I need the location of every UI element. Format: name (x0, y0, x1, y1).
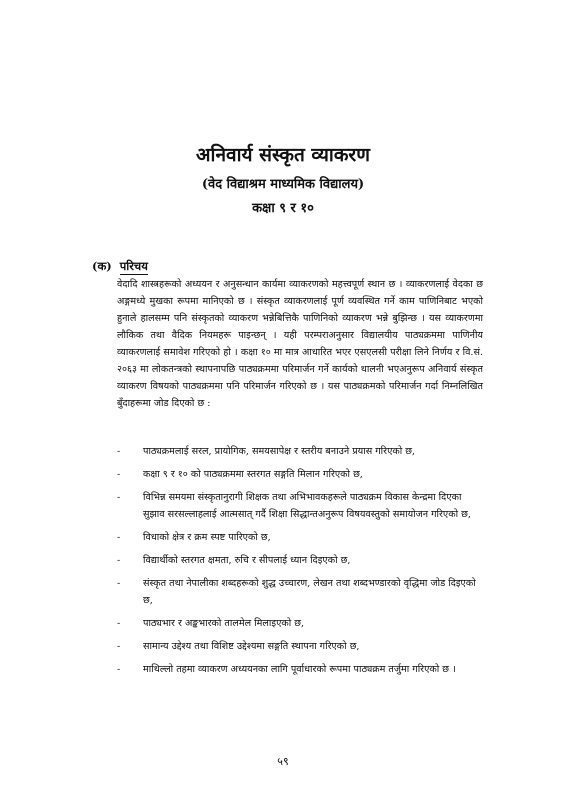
grade-label: कक्षा ९ र १० (252, 201, 314, 216)
bullet-dash: - (117, 492, 121, 503)
bullet-dash: - (117, 555, 121, 566)
list-item (117, 615, 483, 632)
list-item-text: संस्कृत तथा नेपालीका शब्दहरूको शुद्ध उच्चारण, लेखन तथा शब्दभण्डारको वृद्धिमा जोड दिइएको छ, (143, 578, 476, 606)
list-item (117, 575, 483, 609)
section-marker: (क) (92, 259, 112, 273)
bullet-dash: - (117, 532, 121, 543)
bullet-dash: - (117, 578, 121, 589)
document-title: अनिवार्य संस्कृत व्याकरण (196, 144, 370, 166)
list-item-text: पाठ्यभार र अङ्कभारको तालमेल मिलाइएको छ, (143, 618, 305, 629)
bullet-dash: - (117, 641, 121, 652)
bullet-dash: - (117, 618, 121, 629)
list-item (117, 552, 483, 569)
section-heading-text: परिचय (119, 259, 148, 273)
bullet-list (117, 443, 483, 684)
list-item (117, 443, 483, 460)
bullet-dash: - (117, 664, 121, 675)
list-item-text: विधाको क्षेत्र र क्रम स्पष्ट पारिएको छ, (143, 532, 271, 543)
page-number: ५९ (277, 755, 289, 768)
list-item (117, 661, 483, 678)
list-item-text: सामान्य उद्देश्य तथा विशिष्ट उद्देश्यमा सङ्गति स्थापना गरिएको छ, (143, 641, 360, 652)
intro-paragraph-block (117, 276, 483, 412)
list-item-text: विभिन्न समयमा संस्कृतानुरागी शिक्षक तथा अभिभावकहरूले पाठ्यक्रम विकास केन्द्रमा दिएका सुझाव सरसल्लाहलाई आत्मसात् गर्दै शिक्षा सिद्धान्तअनुरूप विषयवस्तुको समायोजन गरिएको छ, (143, 492, 471, 520)
document-subtitle: (वेद विद्याश्रम माध्यमिक विद्यालय) (201, 177, 365, 192)
section-heading (92, 258, 148, 275)
list-item (117, 529, 483, 546)
list-item-text: विद्यार्थीको स्तरगत क्षमता, रुचि र सीपलाई ध्यान दिइएको छ, (143, 555, 351, 566)
list-item (117, 466, 483, 483)
list-item-text: कक्षा ९ र १० को पाठ्यक्रममा स्तरगत सङ्गति मिलान गरिएको छ, (143, 469, 363, 480)
bullet-dash: - (117, 469, 121, 480)
title-block (0, 143, 566, 219)
list-item-text: माथिल्लो तहमा व्याकरण अध्ययनका लागि पूर्वाधारको रूपमा पाठ्यक्रम तर्जुमा गरिएको छ । (143, 664, 456, 675)
list-item (117, 489, 483, 523)
list-item-text: पाठ्यक्रमलाई सरल, प्रायोगिक, समयसापेक्ष र स्तरीय बनाउने प्रयास गरिएको छ, (143, 446, 416, 457)
list-item (117, 638, 483, 655)
bullet-dash: - (117, 446, 121, 457)
intro-paragraph: वेदादि शास्त्रहरूको अध्ययन र अनुसन्धान कार्यमा व्याकरणको महत्त्वपूर्ण स्थान छ । व्याकरणलाई वेदका छ अङ्गमध्ये मुखका रूपमा मानिएको छ । संस्कृत व्याकरणलाई पूर्ण व्यवस्थित गर्ने काम पाणिनिबाट भएको हुनाले हालसम्म पनि संस्कृतको व्याकरण भन्नेबित्तिकै पाणिनिको व्याकरण भन्ने बुझिन्छ । यस व्याकरणमा लौकिक तथा वैदिक नियमहरू पाइन्छन् । यही परम्पराअनुसार विद्यालयीय पाठ्यक्रममा पाणिनीय व्याकरणलाई समावेश गरिएको हो । कक्षा १० मा मात्र आधारित भएर एसएलसी परीक्षा लिने निर्णय र वि.सं. २०६३ मा लोकतन्त्रको स्थापनापछि पाठ्यक्रममा परिमार्जन गर्ने कार्यको थालनी भएअनुरूप अनिवार्य संस्कृत व्याकरण विषयको पाठ्यक्रममा पनि परिमार्जन गरिएको छ । यस पाठ्यक्रमको परिमार्जन गर्दा निम्नलिखित बुँदाहरूमा जोड दिएको छ : (117, 279, 483, 409)
